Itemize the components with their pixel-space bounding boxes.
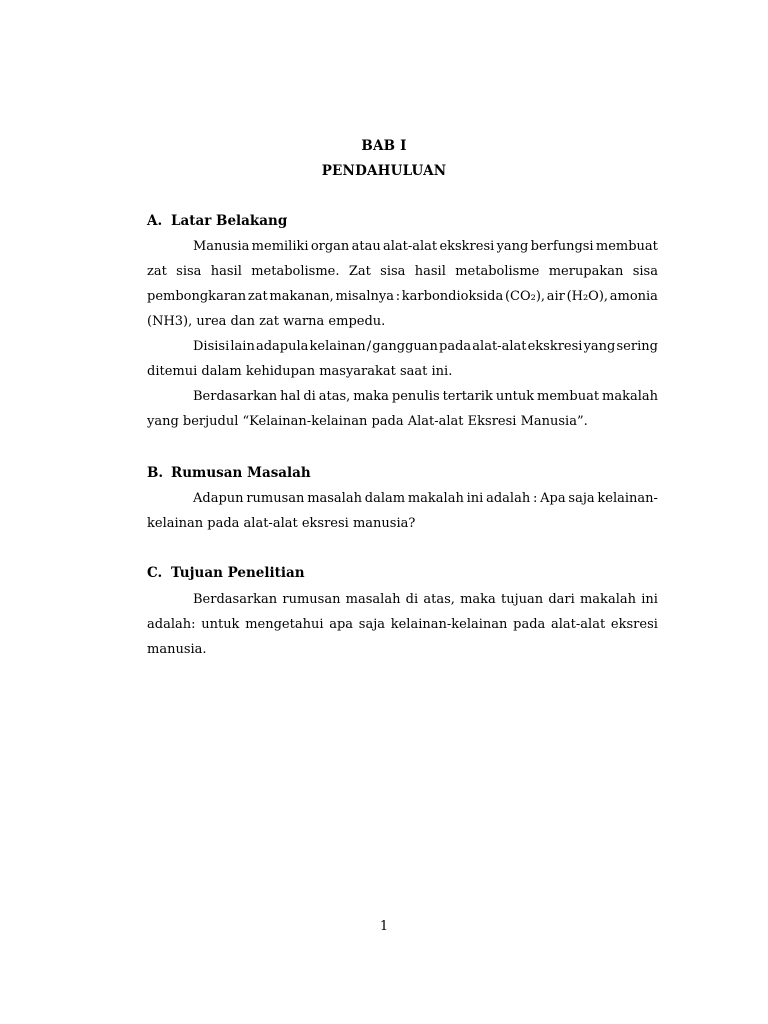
word: Berdasarkan xyxy=(193,592,278,607)
word: hal xyxy=(280,389,301,404)
word: / xyxy=(366,339,372,354)
word: air xyxy=(546,289,565,304)
word: maka xyxy=(353,389,389,404)
word: eksresi xyxy=(610,617,658,632)
section-a-heading xyxy=(147,213,287,229)
word: dalam xyxy=(364,491,406,506)
word: Adapun xyxy=(193,491,244,506)
word: sisa xyxy=(380,264,406,279)
word: kelainan- xyxy=(597,491,658,506)
text-line: kelainan pada alat-alat eksresi manusia? xyxy=(147,516,416,531)
text-line xyxy=(147,284,658,309)
word: mengetahui xyxy=(245,617,324,632)
word: untuk xyxy=(495,389,535,404)
section-a-letter: A. xyxy=(147,213,163,229)
word: pada xyxy=(439,339,472,354)
word: sisa xyxy=(176,264,202,279)
section-b-heading xyxy=(147,465,311,481)
section-a-title: Latar Belakang xyxy=(171,213,288,229)
paragraph xyxy=(147,486,658,536)
word: adapula xyxy=(255,339,309,354)
section-c-letter: C. xyxy=(147,565,163,581)
word: zat xyxy=(147,264,167,279)
text-line xyxy=(147,334,658,359)
word: metabolisme. xyxy=(251,264,340,279)
word: merupakan xyxy=(548,264,624,279)
word: di xyxy=(405,592,419,607)
word: tertarik xyxy=(442,389,493,404)
word: zat xyxy=(247,289,268,304)
word: rumusan xyxy=(246,491,305,506)
text-line xyxy=(147,384,658,409)
word: tujuan xyxy=(501,592,544,607)
word: makalah xyxy=(602,389,658,404)
paragraph xyxy=(147,234,658,334)
word: adalah xyxy=(486,491,531,506)
word: di xyxy=(303,389,316,404)
paragraph xyxy=(147,334,658,384)
word: ekskresi xyxy=(527,339,583,354)
word: (H₂O), xyxy=(566,289,609,304)
word: Disisi xyxy=(193,339,230,354)
word: memiliki xyxy=(251,239,309,254)
word: ekskresi xyxy=(439,239,495,254)
word: lain xyxy=(230,339,255,354)
word: penulis xyxy=(391,389,440,404)
word: dari xyxy=(548,592,575,607)
word: Manusia xyxy=(193,239,250,254)
word: organ xyxy=(310,239,350,254)
word: (CO₂), xyxy=(504,289,546,304)
word: makalah xyxy=(407,491,464,506)
word: atau xyxy=(351,239,381,254)
word: membuat xyxy=(595,239,658,254)
page-number: 1 xyxy=(379,919,389,934)
word: : xyxy=(395,289,401,304)
paragraph xyxy=(147,384,658,434)
section-b-title: Rumusan Masalah xyxy=(171,465,311,481)
word: alat-alat xyxy=(472,339,527,354)
word: makalah xyxy=(579,592,636,607)
word: sering xyxy=(616,339,658,354)
word: hasil xyxy=(210,264,242,279)
word: ini xyxy=(466,491,484,506)
text-line: ditemui dalam kehidupan masyarakat saat ini. xyxy=(147,364,453,379)
word: rumusan xyxy=(282,592,341,607)
word: apa xyxy=(329,617,354,632)
text-line xyxy=(147,587,658,612)
word: masalah xyxy=(345,592,401,607)
word: membuat xyxy=(537,389,600,404)
word: makanan, xyxy=(269,289,334,304)
paragraph xyxy=(147,587,658,662)
word: kelainan-kelainan xyxy=(390,617,508,632)
word: karbondioksida xyxy=(401,289,504,304)
section-b-letter: B. xyxy=(147,465,164,481)
word: sisa xyxy=(632,264,658,279)
word: yang xyxy=(496,239,529,254)
word: metabolisme xyxy=(455,264,540,279)
text-line: manusia. xyxy=(147,642,207,657)
word: pembongkaran xyxy=(147,289,247,304)
text-line xyxy=(147,486,658,511)
word: kelainan xyxy=(309,339,366,354)
text-line xyxy=(147,259,658,284)
section-c-body xyxy=(147,587,658,662)
chapter-number: BAB I xyxy=(361,138,407,154)
word: masalah xyxy=(307,491,362,506)
word: alat-alat xyxy=(382,239,438,254)
word: untuk xyxy=(201,617,240,632)
word: gangguan xyxy=(372,339,438,354)
word: ini xyxy=(641,592,658,607)
text-line: yang berjudul “Kelainan-kelainan pada Alat-alat Eksresi Manusia”. xyxy=(147,414,588,429)
text-line: (NH3), urea dan zat warna empedu. xyxy=(147,314,386,329)
word: saja xyxy=(568,491,595,506)
word: : xyxy=(533,491,538,506)
section-a-body xyxy=(147,234,658,434)
word: alat-alat xyxy=(551,617,606,632)
word: Apa xyxy=(540,491,566,506)
section-c-heading xyxy=(147,565,305,581)
word: hasil xyxy=(414,264,446,279)
word: amonia xyxy=(609,289,658,304)
word: atas, xyxy=(423,592,455,607)
word: saja xyxy=(358,617,385,632)
word: misalnya xyxy=(335,289,394,304)
word: atas, xyxy=(318,389,351,404)
word: berfungsi xyxy=(530,239,594,254)
word: adalah: xyxy=(147,617,196,632)
word: maka xyxy=(460,592,496,607)
word: pada xyxy=(513,617,546,632)
word: yang xyxy=(583,339,616,354)
text-line xyxy=(147,612,658,637)
text-line xyxy=(147,234,658,259)
chapter-title: PENDAHULUAN xyxy=(321,163,447,179)
section-c-title: Tujuan Penelitian xyxy=(171,565,305,581)
word: Zat xyxy=(348,264,371,279)
section-b-body xyxy=(147,486,658,536)
word: Berdasarkan xyxy=(193,389,278,404)
